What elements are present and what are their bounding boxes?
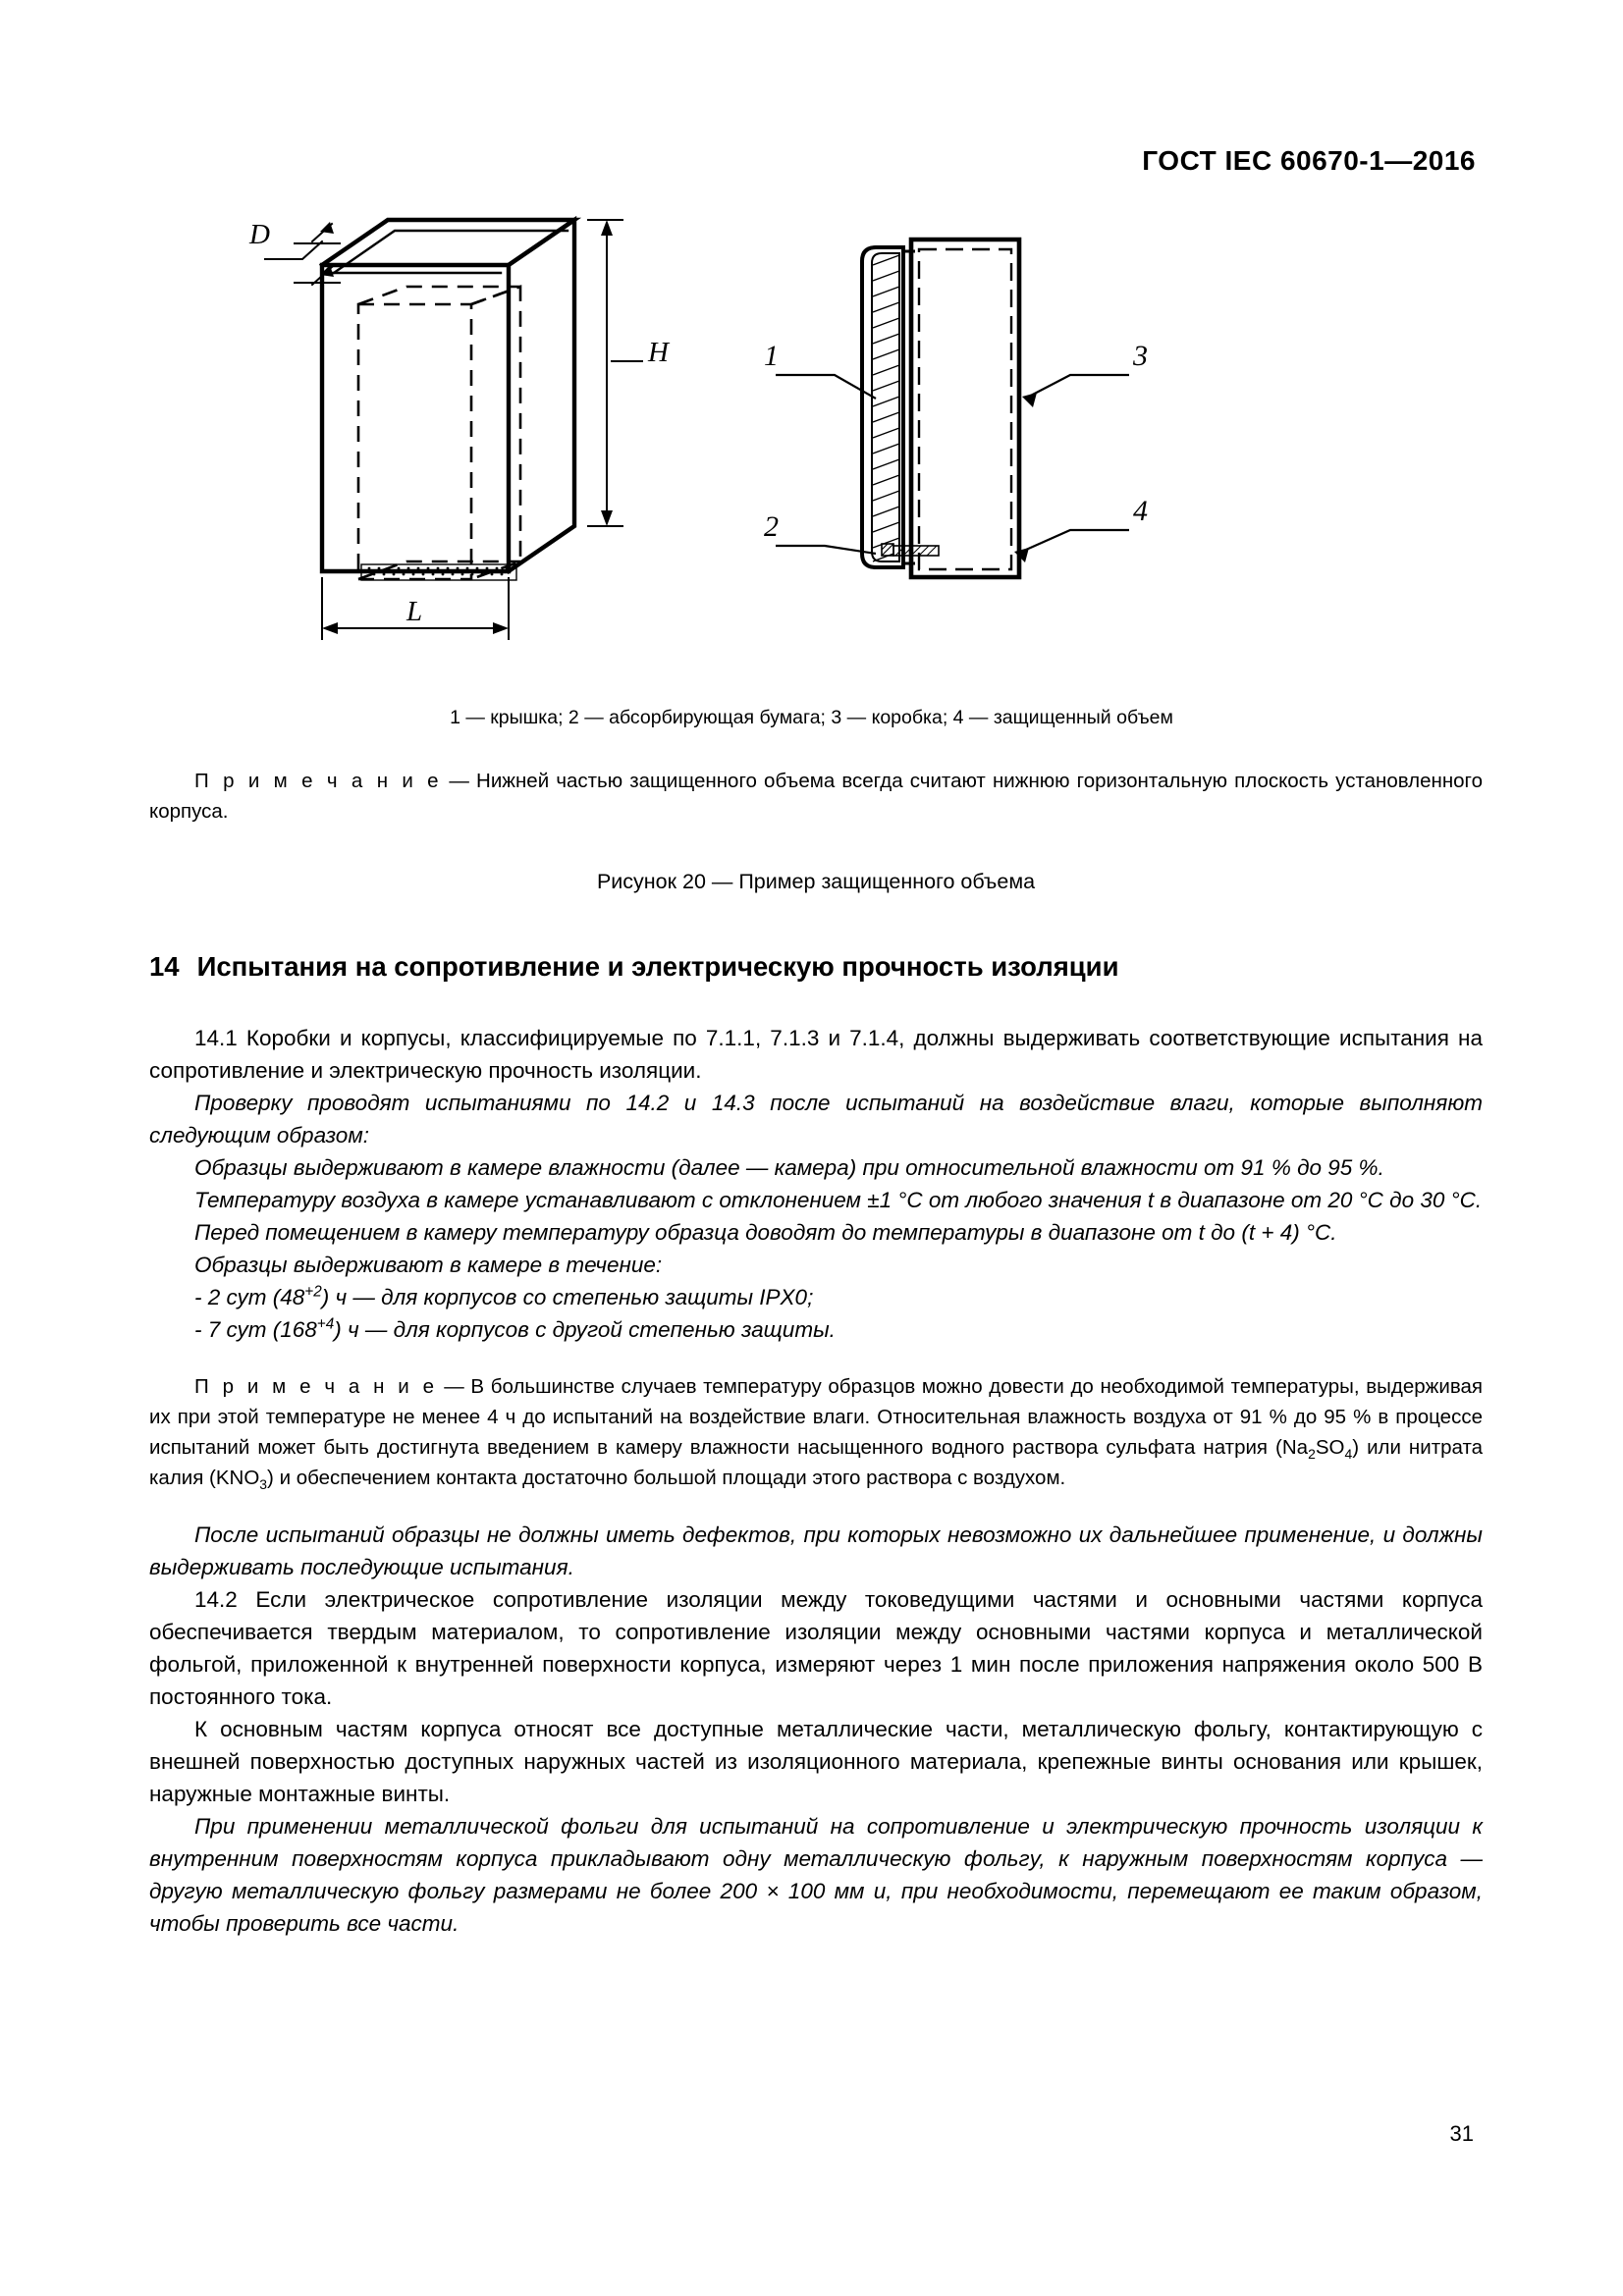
note-humidity-text-b: SO	[1315, 1436, 1345, 1459]
formula-sodium-sulfate-sub-2: 2	[1308, 1446, 1316, 1463]
figure-note-label: П р и м е ч а н и е	[194, 770, 443, 792]
note-humidity-text-a: В большинстве случаев температуру образцов можно довести до необходимой температуры, выдерживая их при этой температуре не менее 4 ч до испытаний на воздействие влаги. Относительная влажность воздуха от 91 % до 95 % в процессе испытаний может быть достигнута введением в камеру влажности насыщенного водного раствора сульфата натрия (Na	[149, 1375, 1483, 1459]
paragraph-main-parts: К основным частям корпуса относят все доступные металлические части, металлическую фольгу, контактирующую с внешней поверхностью доступных наружных частей из изоляционного материала, крепежные винты основания или крышек, наружные монтажные винты.	[149, 1717, 1483, 1806]
paragraph-14-1: 14.1 Коробки и корпусы, классифицируемые по 7.1.1, 7.1.3 и 7.1.4, должны выдерживать соответствующие испытания на сопротивление и электрическую прочность изоляции.	[149, 1026, 1483, 1083]
page-header-standard-id: ГОСТ IEC 60670-1—2016	[1142, 145, 1476, 176]
figure-callout-1: 1	[764, 340, 779, 372]
page-number: 31	[1449, 2121, 1474, 2146]
duration-1-post: ) ч — для корпусов со степенью защиты IPX0;	[321, 1285, 814, 1309]
paragraph-samples-humidity: Образцы выдерживают в камере влажности (далее — камера) при относительной влажности от 91 % до 95 %.	[194, 1155, 1384, 1180]
figure-callout-3: 3	[1133, 340, 1148, 372]
figure-callout-2: 2	[764, 510, 779, 543]
figure-callout-4: 4	[1133, 495, 1148, 527]
note-humidity-dash: —	[437, 1375, 471, 1398]
note-humidity-label: П р и м е ч а н и е	[194, 1375, 438, 1398]
document-body	[149, 766, 1483, 1940]
figure-20-drawing	[147, 196, 1483, 687]
duration-2-pre: - 7 сут (168	[194, 1317, 317, 1342]
note-humidity	[149, 1371, 1483, 1493]
paragraph-duration-intro: Образцы выдерживают в камере в течение:	[194, 1253, 663, 1277]
paragraph-after-tests: После испытаний образцы не должны иметь дефектов, при которых невозможно их дальнейшее применение, и должны выдерживать последующие испытания.	[149, 1522, 1483, 1579]
duration-2-post: ) ч — для корпусов с другой степенью защиты.	[334, 1317, 836, 1342]
duration-2-tolerance: +4	[316, 1315, 335, 1333]
formula-sodium-sulfate-sub-4: 4	[1344, 1446, 1353, 1463]
formula-potassium-nitrate-sub-3: 3	[259, 1476, 268, 1493]
figure-label-height: H	[648, 337, 669, 368]
list-item-duration-1	[149, 1281, 1483, 1313]
figure-note-dash: —	[442, 770, 477, 792]
section-number: 14	[149, 951, 180, 982]
section-title: Испытания на сопротивление и электрическую прочность изоляции	[196, 951, 1119, 982]
figure-legend	[0, 707, 1623, 729]
paragraph-check-method: Проверку проводят испытаниями по 14.2 и 14.3 после испытаний на воздействие влаги, которые выполняют следующим образом:	[149, 1091, 1483, 1148]
paragraph-foil: При применении металлической фольги для испытаний на сопротивление и электрическую прочность изоляции к внутренним поверхностям корпуса прикладывают одну металлическую фольгу, к наружным поверхностям корпуса — другую металлическую фольгу размерами не более 200 × 100 мм и, при необходимости, перемещают ее таким образом, чтобы проверить все части.	[149, 1814, 1483, 1936]
note-humidity-text-c: ) или нитрата калия (KNO	[149, 1436, 1484, 1489]
figure-label-depth: D	[249, 219, 270, 250]
figure-note-text: Нижней частью защищенного объема всегда считают нижнюю горизонтальную плоскость установленного корпуса.	[149, 770, 1483, 823]
note-humidity-text-d: ) и обеспечением контакта достаточно большой площади этого раствора с воздухом.	[267, 1467, 1066, 1489]
figure-note	[149, 766, 1483, 827]
paragraph-temperature: Температуру воздуха в камере устанавливают с отклонением ±1 °С от любого значения t в диапазоне от 20 °С до 30 °С.	[194, 1188, 1483, 1212]
figure-legend-text: 1 — крышка; 2 — абсорбирующая бумага; 3 — коробка; 4 — защищенный объем	[450, 707, 1173, 728]
list-item-duration-2	[149, 1313, 1483, 1346]
section-heading	[149, 951, 1483, 983]
paragraph-14-2: 14.2 Если электрическое сопротивление изоляции между токоведущими частями и основными частями корпуса обеспечивается твердым материалом, то сопротивление изоляции между основными частями корпуса и металлической фольгой, приложенной к внутренней поверхности корпуса, измеряют через 1 мин после приложения напряжения около 500 В постоянного тока.	[149, 1587, 1483, 1709]
paragraph-before-chamber: Перед помещением в камеру температуру образца доводят до температуры в диапазоне от t до (t + 4) °С.	[194, 1220, 1337, 1245]
figure-label-length: L	[406, 596, 423, 627]
duration-1-tolerance: +2	[304, 1283, 322, 1301]
duration-1-pre: - 2 сут (48	[194, 1285, 305, 1309]
figure-caption: Рисунок 20 — Пример защищенного объема	[596, 870, 1036, 893]
